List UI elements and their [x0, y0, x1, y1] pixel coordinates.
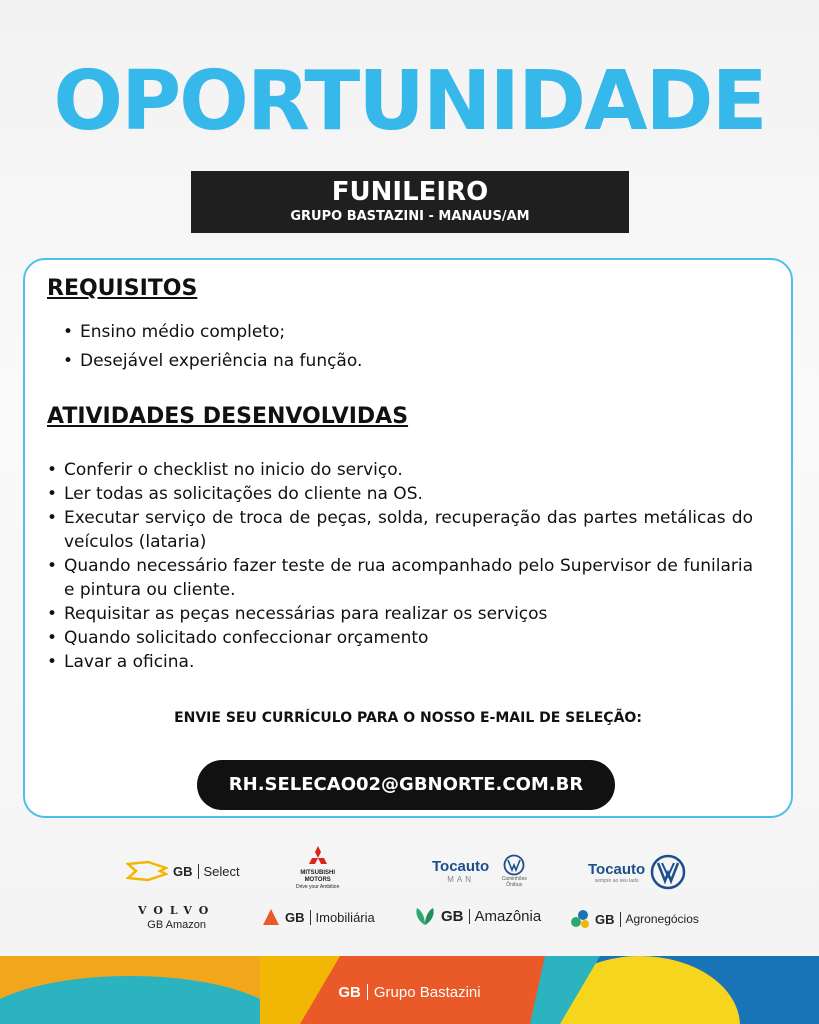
email-button[interactable]: RH.SELECAO02@GBNORTE.COM.BR	[197, 760, 615, 810]
logo-caption: Caminhões Ônibus	[501, 876, 527, 888]
list-item: • Ensino médio completo;	[63, 318, 663, 347]
logo-mitsubishi	[296, 846, 339, 891]
job-subtitle: GRUPO BASTAZINI - MANAUS/AM	[290, 209, 530, 224]
headline: OPORTUNIDADE	[53, 54, 766, 149]
list-item: • Conferir o checklist no inicio do serviço.	[47, 458, 753, 482]
logo-name: Tocauto	[432, 858, 490, 875]
logo-gb-text: GB	[173, 863, 193, 879]
logo-gb-text: GB	[285, 909, 305, 925]
logo-gb-select	[126, 860, 240, 882]
logo-tocauto-vw	[588, 854, 686, 890]
logo-name: MITSUBISHI	[300, 870, 336, 876]
list-item: • Quando necessário fazer teste de rua acompanhado pelo Supervisor de funilaria e pintura ou cliente.	[47, 554, 753, 602]
logo-tagline: sempre ao seu lado	[594, 877, 639, 884]
logo-name: MOTORS	[304, 877, 331, 883]
logo-name: Tocauto	[588, 860, 646, 878]
logo-name: Select	[203, 863, 240, 879]
gb-select-emblem-icon	[126, 860, 168, 882]
logo-sub: MAN	[447, 875, 474, 884]
cta-text: ENVIE SEU CURRÍCULO PARA O NOSSO E-MAIL DE SELEÇÃO:	[174, 710, 642, 726]
job-details-card	[23, 258, 793, 818]
vw-icon	[503, 854, 525, 876]
logo-gb-imobiliaria	[262, 908, 375, 926]
list-item: • Executar serviço de troca de peças, solda, recuperação das partes metálicas do veículos (lataria)	[47, 506, 753, 554]
triangle-icon	[262, 908, 280, 926]
logo-name: Amazônia	[474, 907, 542, 925]
leaf-icon	[414, 906, 436, 926]
logo-gb-text: GB	[595, 911, 615, 927]
logo-gb-agronegocios	[570, 909, 699, 929]
dots-icon	[570, 909, 590, 929]
activities-heading: ATIVIDADES DESENVOLVIDAS	[47, 404, 409, 429]
list-item: • Lavar a oficina.	[47, 650, 753, 674]
footer-brand	[0, 972, 819, 1012]
list-item: • Requisitar as peças necessárias para realizar os serviços	[47, 602, 753, 626]
logo-name: Imobiliária	[315, 909, 375, 925]
logo-sub: GB Amazon	[147, 919, 206, 931]
requirements-list	[63, 318, 663, 376]
job-title: FUNILEIRO	[331, 177, 489, 207]
list-item: • Desejável experiência na função.	[63, 347, 663, 376]
list-item: • Quando solicitado confeccionar orçamento	[47, 626, 753, 650]
requirements-heading: REQUISITOS	[47, 276, 198, 301]
logo-tagline: Drive your Ambition	[296, 884, 340, 890]
footer-brand-name: Grupo Bastazini	[373, 983, 481, 1001]
logo-gb-text: GB	[441, 907, 464, 925]
logo-gb-amazonia	[414, 906, 541, 926]
list-item: • Ler todas as solicitações do cliente na OS.	[47, 482, 753, 506]
footer-stripe	[0, 956, 819, 1024]
footer-gb-text: GB	[338, 983, 361, 1001]
logo-name: Agronegócios	[625, 912, 699, 926]
logo-tocauto-man	[432, 854, 534, 888]
job-title-banner	[191, 171, 629, 233]
mitsubishi-diamonds-icon	[305, 846, 331, 870]
vw-icon	[650, 854, 686, 890]
logo-volvo	[138, 904, 215, 931]
activities-list	[47, 458, 753, 674]
logo-name: VOLVO	[138, 904, 216, 917]
